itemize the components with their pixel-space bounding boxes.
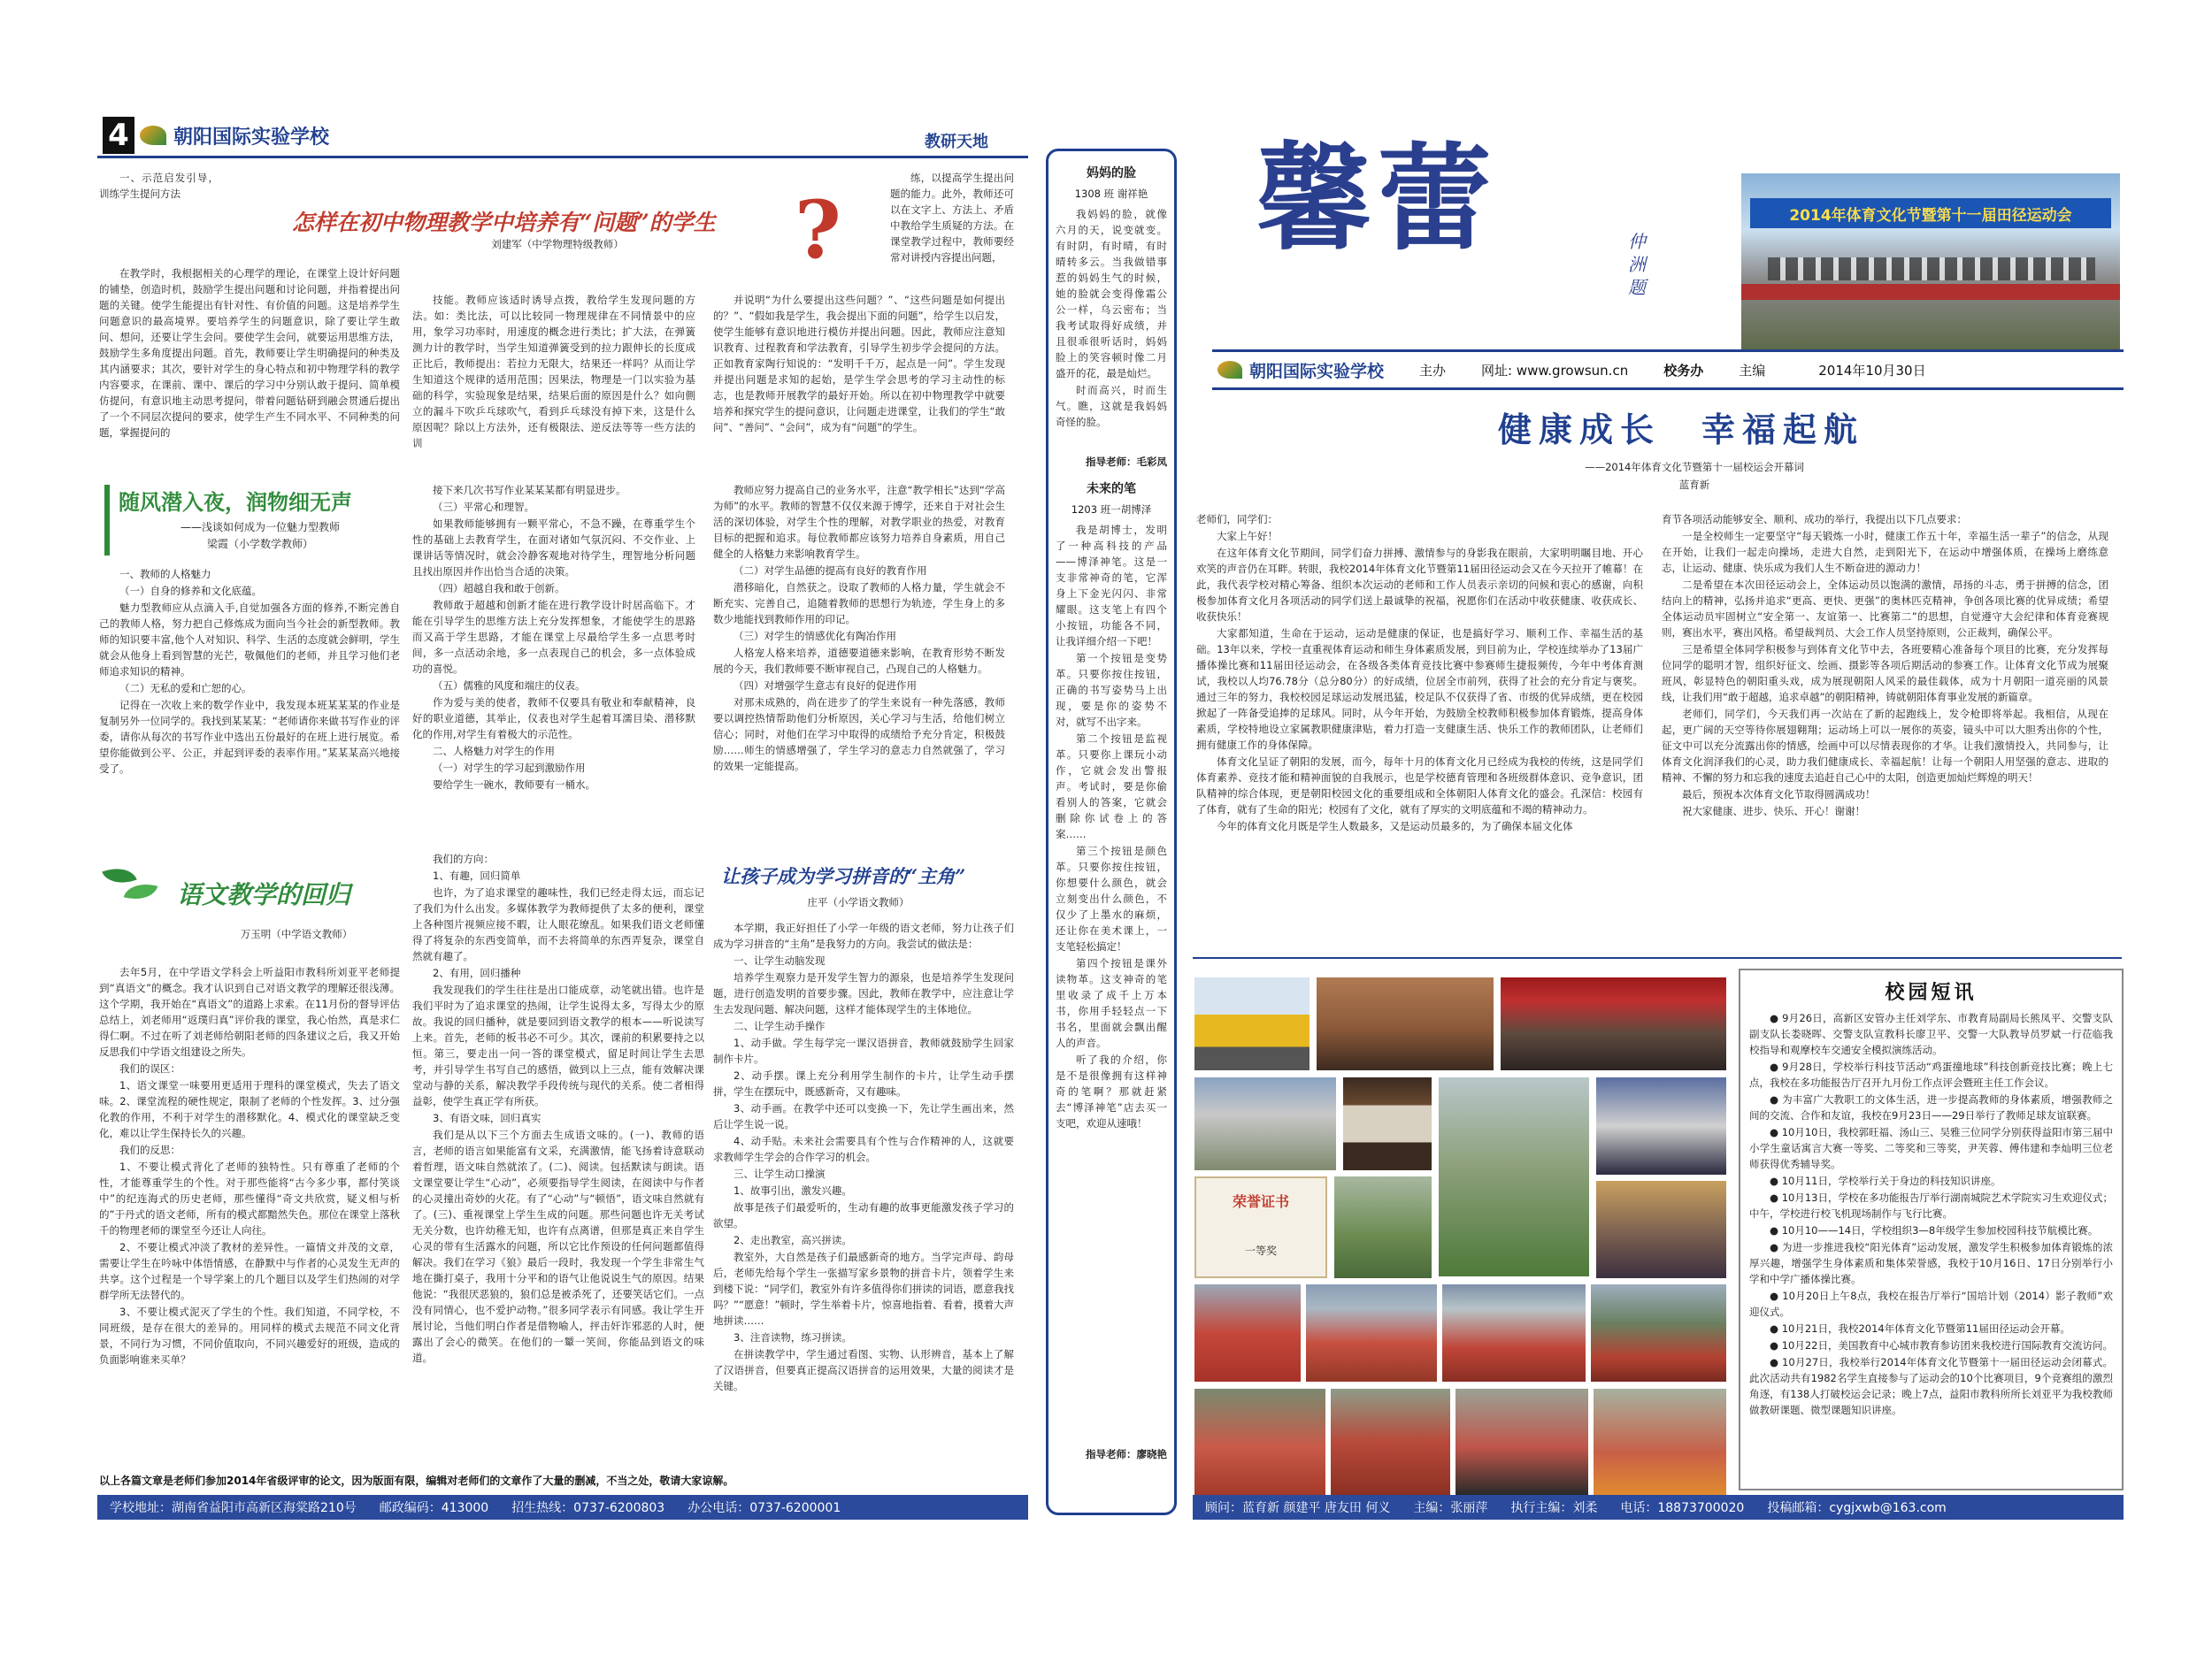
photo-parade-2 [1306,1284,1437,1382]
photo-cheering-students [1596,1181,1726,1278]
photo-parade-4 [1591,1284,1726,1382]
right-page [1186,0,2212,1655]
info-school: 朝阳国际实验学校 [1249,361,1385,381]
news-item: ● 10月11日，学校举行关于身边的科技知识讲座。 [1770,1175,2001,1187]
photo-cones-track [1594,1389,1726,1495]
school-name: 朝阳国际实验学校 [173,125,330,149]
footer-office-phone: 办公电话：0737-6200001 [687,1501,841,1515]
photo-award-certificate [1194,1176,1327,1278]
news-item: ● 9月26日，高新区安管办主任刘学东、市教育局副局长熊凤平、交警支队副支队长娄晓晖、交警支队宣教科长廖卫平、交警一大队教导员罗斌一行莅临我校指导和观摩校车交通安全模拟演练活动。 [1749,1012,2113,1056]
speech-title: 健康成长 幸福起航 [1497,410,1864,449]
info-host: 主办 [1419,362,1447,379]
news-box [1739,969,2124,1490]
info-office: 校务办 [1663,362,1704,379]
footer-address: 学校地址：湖南省益阳市高新区海棠路210号 [110,1501,357,1515]
physics-author: 刘建军（中学物理特级教师） [491,238,624,250]
banner-text: 2014年体育文化节暨第十一届田径运动会 [1750,198,2111,228]
footer-postcode: 邮政编码：413000 [379,1501,489,1515]
speech-author: 蓝育新 [1678,479,1710,491]
info-date: 2014年10月30日 [1818,362,1926,379]
pinyin-col: 本学期，我正好担任了小学一年级的语文老师，努力让孩子们成为学习拼音的“主角”是我努力的方向。我尝试的做法是： 一、让学生动脑发现 培养学生观察力是开发学生智力的源泉，也是培养学生发现问题，进行创造发明的首要步骤。因此，教师在教学中，应注意让学生去发现问题、解决问题，这样才能体现学生的主体地位。 二、让学生动手操作 1、动手做。学生每学完一课汉语拼音，教师就鼓励学生回家制作卡片。 2、动手摆。课上充分利用学生制作的卡片，让学生动手摆拼，学生在摆玩中，既感新奇，又有趣味。 3、动手画。在教学中还可以变换一下，先让学生画出来，然后让学生说一说。 4、动手贴。未来社会需要具有个性与合作精神的人，这就要求教师学生学会的合作学习的机会。 三、让学生动口操演 1、故事引出，激发兴趣。 故事是孩子们最爱听的，生动有趣的故事更能激发孩子学习的欲望。 2、走出教室，高兴拼读。 教室外，大自然是孩子们最感新奇的地方。当学完声母、韵母后，老师先给每个学生一张描写家乡景物的拼音卡片，领着学生来到楼下说：“同学们，教室外有许多值得你们拼读的词语，愿意我找吗？”“愿意！”顿时，学生举着卡片，惊喜地指着、看着，摸着大声地拼读…… 3、注音读物，练习拼读。 在拼读教学中，学生通过看图、实物、认形辨音，基本上了解了汉语拼音，但要真正提高汉语拼音的运用效果，大量的阅读才是关键。 [713,922,1014,1392]
pen-author: 1203 班一胡博泽 [1071,503,1152,516]
speech-divider [1193,957,2122,959]
physics-col3: 并说明“为什么要提出这些问题？”、“这些问题是如何提出的？”、“假如我是学生，我会提出下面的问题”，给学生以启发，使学生能够有意识地进行模仿并提出问题。因此，教师应注意知识教育、过程教育和学法教育，引导学生初步学会提问的方法。正如教育家陶行知说的：“发明千千万，起点是一问”。学生发现并提出问题是求知的起始，是学生学会思考的学习主动性的标志，也是教师开展教学的最好开始。所以在初中物理教学中就要培养和探究学生的提问意识，让问题走进课堂，让我们的学生“敢问”、“善问”、“会问”，成为有“问题”的学生。 [713,294,1005,433]
mom-title: 妈妈的脸 [1087,166,1136,180]
photo-tire-game [1455,1389,1588,1495]
pen-teacher: 指导老师：廖晓艳 [1086,1448,1167,1460]
mom-teacher: 指导老师：毛彩凤 [1086,456,1167,468]
question-mark-icon: ? [795,183,841,277]
info-website: 网址: www.growsun.cn [1481,362,1629,379]
page-number: 4 [103,117,134,154]
photo-football-match [1439,1077,1589,1276]
masthead-title: 馨蕾 [1256,131,1498,266]
speech-col2: 育节各项活动能够安全、顺利、成功的举行，我提出以下几点要求： 一是全校师生一定要坚守“每天锻炼一小时，健康工作五十年，幸福生活一辈子”的信念，从现在开始，让我们一起走向操场，走进大自然，走到阳光下，在运动中增强体质，在操场上磨练意志，让运动、健康、快乐成为我们人生不断奋进的源动力！ 二是希望在本次田径运动会上，全体运动员以饱满的激情，昂扬的斗志，勇于拼搏的信念，团结向上的精神，弘扬并追求“更高、更快、更强”的奥林匹克精神，争创各项比赛的优异成绩；希望全体运动员牢固树立“安全第一、友谊第一、比赛第二”的思想，自觉遵守大会纪律和体育竞赛规则，赛出水平，赛出风格。希望裁判员、大会工作人员坚持原则，公正裁判，确保公平。 三是希望全体同学积极参与到体育文化节中去，各班要精心准备每个项目的比赛，充分发挥每位同学的聪明才智，组织好征文、绘画、摄影等各项后期活动的参赛工作。让体育文化节成为展聚班风，彰显特色的朝阳重头戏，成为展现朝阳人风采的最佳载体，成为十月朝阳一道亮丽的风景线，让我们用“敢于超越，追求卓越”的朝阳精神，铸就朝阳体育事业发展的新篇章。 老师们，同学们，今天我们再一次站在了新的起跑线上，发令枪即将举起。我相信，从现在起，更广阔的天空等待你展翅翱翔；运动场上可以一展你的英姿，镜头中可以大胆秀出你的个性，征文中可以充分流露出你的情感，绘画中可以尽情表现你的才华。让我们激情投入，共同参与，让体育文化润泽我们的心灵，助力我们健康成长、幸福起航！让每一个朝阳人用坚强的意志、进取的精神、不懈的努力和忘我的速度去追赶自己心中的太阳，创造更加灿烂辉煌的明天！ 最后，预祝本次体育文化节取得圆满成功！ 祝大家健康、进步、快乐、开心！谢谢！ [1662,513,2108,817]
physics-col1-lower: 在教学时，我根据相关的心理学的理论，在课堂上设计好问题的铺垫，创造时机，鼓励学生提出问题和讨论问题，并指着提出问题的关键。使学生能提出有针对性、有价值的问题。这是培养学生问题意识的最高境界。要培养学生的问题意识，除了要让学生敢问、想问，还要让学生会问。要使学生会问，就要运用思维方法，鼓励学生多角度提出问题。首先，教师要让学生明确提问的种类及其内涵要求；其次，要针对学生的身心特点和初中物理学科的教学内容要求，在课前、课中、课后的学习中分别认敢于提问、简单模仿提问，有意识地主动思考提问，带着问题钻研到融会贯通后提出了一个不同层次提问的要求，使学生产生不同水平、不同种类的问题，掌握提问的 [99,267,400,439]
footer-chief-editor: 主编：张丽萍 [1413,1501,1488,1515]
footer-exec-editor: 执行主编：刘柔 [1510,1501,1598,1515]
footer-email: 投稿邮箱：cygjxwb@163.com [1767,1501,1947,1515]
info-editor: 主编 [1739,362,1766,379]
news-item: ● 为丰富广大教职工的文体生活，进一步提高教师的身体素质，增强教师之间的交流、合作和友谊，我校在9月23日——29日举行了教师足球友谊联赛。 [1749,1093,2113,1122]
news-list [1749,1010,2113,1479]
section-title: 教研天地 [925,133,988,151]
photo-stage-event [1194,1077,1336,1170]
physics-col2: 技能。教师应该适时诱导点拨，教给学生发现问题的方法。如：类比法，可以比较同一物理规律在不同情景中的应用，象学习功率时，用速度的概念进行类比；扩大法，在弹簧测力计的教学时，当学生知道弹簧受到的拉力跟伸长的长度成正比后，教师提出：若拉力无限大，结果还一样吗？从而让学生知道这个规律的适用范围；因果法，物理是一门以实验为基础的科学，实验现象是结果，结果后面的原因是什么？如向側立的漏斗下吹乒乓球吹气，看到乒乓球没有掉下来，这是什么原因呢？除以上方法外，还有极限法、逆反法等等一些方法的训 [412,294,695,449]
news-item: ● 10月13日，学校在多功能报告厅举行湖南城院艺术学院实习生欢迎仪式；中午，学校进行校飞机现场制作与飞行比赛。 [1749,1191,2113,1220]
left-footer-bar [97,1495,1028,1520]
news-item: ● 10月27日，我校举行2014年体育文化节暨第十一届田径运动会闭幕式。此次活动共有1982名学生直接参与了运动会的10个比赛项目，9个竞赛组的激烈角逐，有138人打破校运会记录；晚上7点，益阳市教科所所长刘亚平为我校教师做教研课题、微型课题知识讲座。 [1749,1356,2113,1416]
chinese-col2: 我们的方向： 1、有趣，回归简单 也许，为了追求课堂的趣味性，我们已经走得太远，而忘记了我们为什么出发。多媒体教学为教师提供了太多的便利，课堂上各种图片视频应接不暇，让人眼花缭乱。如果我们语文老师懂得了将复杂的东西变简单，而不去将简单的东西弄复杂，课堂自然就有趣了。 2、有用，回归播种 我发现我们的学生往往是出口能成章，动笔就出错。也许是我们平时为了追求课堂的热闹，让学生说得太多，写得太少的原故。我说的回归播种，就是要回到语文教学的根本——听说读写上来。首先，老师的板书必不可少。其次，课前的积累要持之以恒。第三，要走出一问一答的课堂模式，留足时间让学生去思考，并引导学生书写自己的感悟，做到以上三点，能有效解决课堂动与静的关系，解决教学手段传统与现代的关系。使二者相得益彰，使学生真正学有所获。 3、有语文味，回归真实 我们是从以下三个方面去生成语文味的。(一)、教师的语言，老师的语言如果能富有文采，充满激情，能飞扬着诗意联动着哲理，语文味自然就浓了。(二)、阅读。包括默读与朗读。语文课堂要让学生“心动”，必须要指导学生阅读，在阅读中与作者的心灵撞出奇妙的火花。有了“心动”与“顿悟”，语文味自然就有了。(三)、重视课堂上学生生成的问题。那些问题也许无关考试无关分数，也许幼稚无知，也许有点离谱，但那是真正来自学生心灵的带有生活露水的问题，所以它比作预设的任何问题都值得解决。我们在学习《狼》最后一段时，我发现一个学生非常生气地在撕打桌子，我用十分平和的语气让他说说生气的原因。结果他说：“我很厌恶狼的，狼们总是被杀死了，还要笑话它们。一点没有同情心，也不爱护动物。”很多同学表示有同感。我让学生开展讨论，当他们明白作者是借物喻人，抨击奸诈邪恶的人时，便露出了会心的微笑。在他们的一颦一笑间，你能品到语文的味道。 [412,853,704,1364]
masthead-info-bar [1212,349,2124,390]
sports-meet-banner-photo [1741,173,2120,350]
masthead-signature: 仲洲题 [1628,231,1646,298]
photo-auditorium [1501,977,1726,1070]
footer-hotline: 招生热线：0737-6200803 [511,1501,665,1515]
photo-parade-3 [1442,1284,1586,1382]
speech-subtitle: ——2014年体育文化节暨第十一届校运会开幕词 [1585,461,1804,473]
wind-subtitle: ——浅谈如何成为一位魅力型教师 [180,521,340,533]
physics-col4: 练，以提高学生提出问题的能力。此外，教师还可以在文字上、方法上、矛盾中教给学生质疑的方法。在课堂教学过程中，教师要经常对讲授内容提出问题， [890,172,1014,264]
mom-body: 我妈妈的脸，就像六月的天，说变就变。有时阴，有时晴，有时晴转多云。当我做错事惹的妈妈生气的时候，她的脸就会变得像霜公公一样，乌云密布；当我考试取得好成绩，并且很乖很听话时，妈妈脸上的笑容顿时像二月盛开的花，最是灿烂。 时而高兴，时而生气。瞧，这就是我妈妈奇怪的脸。 [1056,208,1167,428]
photo-school-bus [1194,977,1310,1070]
pen-body: 我是胡博士，发明了一种高科技的产品——博泽神笔。这是一支非常神奇的笔，它浑身上下金光闪闪、非常耀眼。这支笔上有四个小按钮，功能各不同，让我详细介绍一下吧！ 第一个按钮是变势革。只要你按住按钮，正确的书写姿势马上出现，要是你的姿势不对，就写不出字来。 第二个按钮是监视革。只要你上课玩小动作，它就会发出警报声。考试时，要是你偷看别人的答案，它就会删除你试卷上的答案…… 第三个按钮是颜色革。只要你按住按钮，你想要什么颜色，就会立刻变出什么颜色，不仅少了上墨水的麻烦，还让你在美术课上，一支笔轻松搞定！ 第四个按钮是课外读物革。这支神奇的笔里收录了成千上万本书，你用手轻轻点一下书名，里面就会飘出醒人的声音。 听了我的介绍，你是不是很像拥有这样神奇的笔啊？那就赶紧去“博泽神笔”店去买一支吧，欢迎从速哦！ [1056,524,1167,1130]
pen-title: 未来的笔 [1087,482,1136,496]
mom-author: 1308 班 谢祥艳 [1074,188,1148,200]
photo-parade-1 [1194,1284,1301,1382]
news-item: ● 10月22日，美国教育中心城市教育参访团来我校进行国际教育交流访问。 [1770,1339,2113,1352]
physics-col1: 一、示范启发引导，训练学生提问方法 [99,172,219,200]
right-footer-bar [1193,1495,2124,1520]
school-logo [140,122,329,149]
photo-football-player [1334,1176,1432,1278]
editor-note: 以上各篇文章是老师们参加2014年省级评审的论文，因为版面有限，编辑对老师们的文章作了大量的删减，不当之处，敬请大家谅解。 [99,1475,734,1487]
wind-col1: 一、教师的人格魅力 （一）自身的修养和文化底蕴。 魅力型教师应从点滴入手,自觉加强各方面的修养,不断完善自己的教师人格，努力把自己修炼成为面向当今社会的新型教师。教师的知识要丰富,他个人对知识、科学、生活的态度就会鲜明，学生就会从他身上看到智慧的光芒，敬佩他们的老师，并且学习他们老师追求知识的精神。 （二）无私的爱和亡恕的心。 记得在一次收上来的数学作业中，我发现本班某某某的作业是复制另外一位同学的。我找到某某某：“老师请你来做书写作业的评委，请你从每次的书写作业中选出五份最好的在班上进行展览。希望你能做到公平、公正，并起到评委的表率作用。”某某某高兴地接受了。 [99,568,400,775]
logo-swoosh-icon [140,126,166,145]
speech-col1: 老师们，同学们： 大家上午好！ 在这年体育文化节期间，同学们奋力拼搏、激情参与的身影我在眼前，大家明明瞩目地、开心欢笑的声音仍在耳畔。转眼，我校2014年体育文化节暨第11届田径运动会又在今天拉开了帷幕！在此，我代表学校对精心筹备、组织本次运动的老师和工作人员表示亲切的问候和衷心的感谢，向积极参加体育文化月各项活动的同学们送上最诚挚的祝福，祝愿你们在活动中收获健康、收获成长、收获快乐！ 大家都知道，生命在于运动，运动是健康的保证，也是搞好学习、顺利工作、幸福生活的基础。13年以来，学校一直重视体育运动和师生身体素质发展，到目前为止，学校连续举办了13届广播体操比赛和11届田径运动会，在各级各类体育竞技比赛中参赛师生捷报频传，今年中考体育测试，我校以人均76.78分（总分80分）的好成绩，位居全市前列，获得了社会的充分肯定与褒奖。通过三年的努力，我校校园足球运动发展迅猛，校足队不仅获得了省、市级的优异成绩，更在校园掀起了一阵备受追捧的足球风。同时，从今年开始，为鼓励全校教师积极参加体育锻炼，提高身体素质，学校特地设立家属教职健康津贴，着力打造一支健康生活、快乐工作的教师团队，让老师们拥有健康工作的身体保障。 体育文化呈证了朝阳的发展，而今，每年十月的体育文化月已经成为我校的传统，这是同学们体育素养、竞技才能和精神面貌的自我展示，也是学校德育管理和各班级群体意识、竞争意识，团队精神的综合体现，更是朝阳校园文化的重要组成和全体朝阳人体育文化的盛会。孔深信：校园有了体育，就有了生命的阳光；校园有了文化，就有了厚实的文明底蕴和不竭的精神动力。 今年的体育文化月既是学生人数最多，又是运动员最多的，为了确保本届文化体 [1196,513,1643,832]
news-item: ● 10月20日上午8点，我校在报告厅举行“国培计划（2014）影子教师”欢迎仪式。 [1749,1290,2113,1318]
photo-meeting-room [1317,977,1494,1070]
wind-title: 随风潜入夜，润物细无声 [119,489,352,515]
news-item: ● 为进一步推进我校“阳光体育”运动发展，激发学生积极参加体育锻炼的浓厚兴趣，增强学生身体素质和集体荣誉感，我校于10月16日、17日分别举行小学和中学广播体操比赛。 [1749,1241,2113,1285]
pinyin-author: 庄平（小学语文教师） [807,896,910,908]
photo-crowd-stage [1596,1077,1726,1175]
header-rule [97,156,1028,158]
wind-col2: 接下来几次书写作业某某某都有明显进步。 （三）平常心和理智。 如果教师能够拥有一颗平常心，不急不躁，在尊重学生个性的基础上去教育学生，在面对诸如气氛沉闷、不交作业、上课讲话等情况时，就会冷静客观地对待学生，理智地分析问题且找出原因并作出恰当合适的决策。 （四）超越自我和敢于创新。 教师敢于超越和创新才能在进行教学设计时居高临下。才能在引导学生的思维方法上充分发挥想象，才能使学生的思路而又高于学生思路，才能在课堂上尽最给学生多一点思考时间，多一点活动余地，多一点表现自己的机会，多一点体验成功的喜悦。 （五）儒雅的风度和端庄的仪表。 作为爱与美的使者，教师不仅要具有敬业和奉献精神，良好的职业道德，其举止，仪表也对学生起着耳濡目染、潜移默化的作用,对学生有着极大的示范性。 二、人格魅力对学生的作用 （一）对学生的学习起到激励作用 要给学生一碗水，教师要有一桶水。 [412,484,695,791]
news-item: ● 10月10——14日，学校组织3—8年级学生参加校园科技节航模比赛。 [1770,1224,2099,1237]
wind-col3: 教师应努力提高自己的业务水平，注意“教学相长”达到“学高为师”的水平。教师的智慧不仅仅来源于博学，还来自于对社会生活的深切体验，对学生个性的理解，对教学职业的热爱，对教育目标的把握和追求。每位教师都应该努力培养自身素质，用自己健全的人格魅力来影响教育学生。 （二）对学生品德的提高有良好的教育作用 潜移暗化，自然获之。设取了教师的人格力量，学生就会不断充实、完善自己，追随着教师的思想行为轨迹，学生身上的多数少地能找到教师作用的印记。 （三）对学生的情感优化有陶冶作用 人格宠人格来培养，道德要道德来影响，在教育形势不断发展的今天，我们教师要不断审视自己，凸现自己的人格魅力。 （四）对增强学生意志有良好的促进作用 对那未成熟的，尚在进步了的学生来说有一种先落感，教师要以调控热情帮助他们分析原因，关心学习与生活，给他们树立信心；同时，对他们在学习中取得的成绩给予充分肯定，积极鼓励……师生的情感增强了，学生学习的意志力自然就强了，学习的效果一定能提高。 [713,484,1005,772]
news-item: ● 10月10日，我校郭旺福、汤山三、吴雅三位同学分别获得益阳市第三届中小学生童话寓言大赛一等奖、二等奖和三等奖，尹芙蓉、傅伟建和李灿明三位老师获得优秀辅导奖。 [1749,1126,2113,1170]
chinese-author: 万玉明（中学语文教师） [240,928,353,940]
chinese-col1: 去年5月，在中学语文学科会上听益阳市教科所刘亚平老师提到“真语文”的概念。我才认识到自己对语文教学的理解还很浅薄。这个学期，我开始在“真语文”的道路上求索。在11月份的督导评估总结上，刘老师用“返璞归真”评价我的课堂，我心怡然，真是求仁得仁啊。不过在听了刘老师给朝阳老师的四条建议之后，我又开始反思我们中学语文组建设之所失。 我们的误区： 1、语文课堂一味要用更适用于理科的课堂模式，失去了语文味。2、课堂流程的硬性规定，限制了老师的个性发挥。3、过分强化教的作用，不利于对学生的潜移默化。4、模式化的课堂缺乏变化，难以让学生保持长久的兴趣。 我们的反思： 1、不要让模式背化了老师的独特性。只有尊重了老师的个性，才能尊重学生的个性。对于那些能将“古今多少事，都付笑谈中”的纪连海式的历史老师，那些懂得“奇文共欣赏，疑义相与析的”于丹式的语文老师，所有的模式都黯然失色。那位在课堂上落秋千的物理老师的课堂至今还让人向往。 2、不要让模式冲淡了教材的差异性。一篇情文并茂的文章，需要让学生在吟咏中体悟情感，在静默中与作者的心灵发生无声的共享。这个过程是一个导学案上的几个题目以及学生们热闹的对学群学所无法替代的。 3、不要让模式泥灭了学生的个性。我们知道，不同学校，不同班级，是存在很大的差异的。用同样的模式去规范不同文化背景，不同行为习惯，不同价值取向，不同兴趣爱好的班级，造成的负面影响谁来买单？ [99,966,400,1366]
certificate-title: 荣誉证书 [1232,1193,1289,1210]
photo-relay [1331,1389,1450,1495]
logo-swoosh-icon [1217,361,1242,379]
news-title: 校园短讯 [1885,981,1978,1004]
physics-title: 怎样在初中物理教学中培养有“问题”的学生 [292,210,716,235]
chinese-title: 语文教学的回归 [177,880,351,909]
news-item: ● 9月28日，学校举行科技节活动“鸡蛋撞地球”科技创新竞技比赛；晚上七点，我校在多功能报告厅召开九月份工作点评会暨班主任工作会议。 [1749,1061,2113,1089]
student-sidebar [1046,149,1177,1515]
news-item: ● 10月21日，我校2014年体育文化节暨第11届田径运动会开幕。 [1770,1322,2070,1335]
certificate-prize: 一等奖 [1244,1245,1277,1257]
pinyin-title: 让孩子成为学习拼音的“主角” [721,865,966,887]
wind-author: 梁霞（小学数学教师） [206,538,313,550]
wind-title-box [104,485,402,555]
footer-phone: 电话：18873700020 [1620,1501,1745,1515]
photo-lecture-screen [1343,1077,1432,1170]
photo-track-race [1194,1389,1325,1495]
leaf-icon [99,862,161,916]
footer-advisors: 顾问：蓝育新 颜建平 唐友田 何义 [1205,1501,1391,1515]
left-page [0,0,1062,1655]
